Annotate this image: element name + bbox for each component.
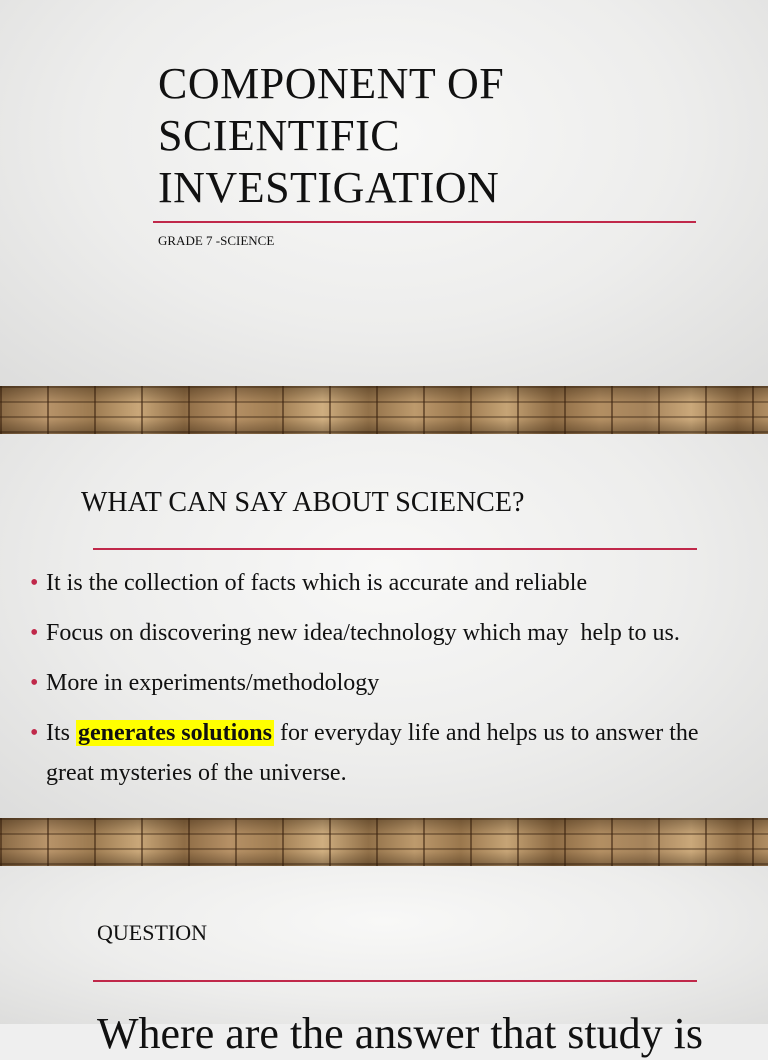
highlighted-text: generates solutions — [78, 720, 272, 746]
wood-floor-divider — [0, 386, 768, 434]
slide-1-subtitle: GRADE 7 -SCIENCE — [158, 233, 275, 248]
bullet-text: More in experiments/methodology — [46, 670, 380, 696]
bullet-text: Focus on discovering new idea/technology which may help to us. — [46, 620, 680, 646]
heading-divider — [93, 548, 697, 550]
title-line: INVESTIGATION — [158, 163, 500, 212]
bullet-text-after: for everyday life and helps us to answer the great mysteries of the universe. — [46, 720, 705, 786]
bullet-marker: • — [30, 670, 39, 696]
slide-3-heading: QUESTION — [97, 920, 207, 945]
bullet-marker: • — [30, 720, 39, 746]
title-divider — [153, 221, 696, 223]
bullet-list — [30, 563, 750, 803]
bullet-marker: • — [30, 570, 39, 596]
bullet-text-before: Its — [46, 720, 76, 746]
title-line: COMPONENT OF — [158, 59, 505, 108]
slide-1-title — [158, 58, 718, 214]
wood-floor-divider — [0, 818, 768, 866]
slide-3-body-text: Where are the answer that study is — [97, 1009, 703, 1058]
list-item — [30, 613, 750, 653]
list-item — [30, 713, 750, 793]
title-line: SCIENTIFIC — [158, 111, 401, 160]
list-item — [30, 563, 750, 603]
heading-divider — [93, 980, 697, 982]
slide-2-heading: WHAT CAN SAY ABOUT SCIENCE? — [81, 487, 525, 518]
bullet-text: It is the collection of facts which is accurate and reliable — [46, 570, 588, 596]
list-item — [30, 663, 750, 703]
bullet-marker: • — [30, 620, 39, 646]
